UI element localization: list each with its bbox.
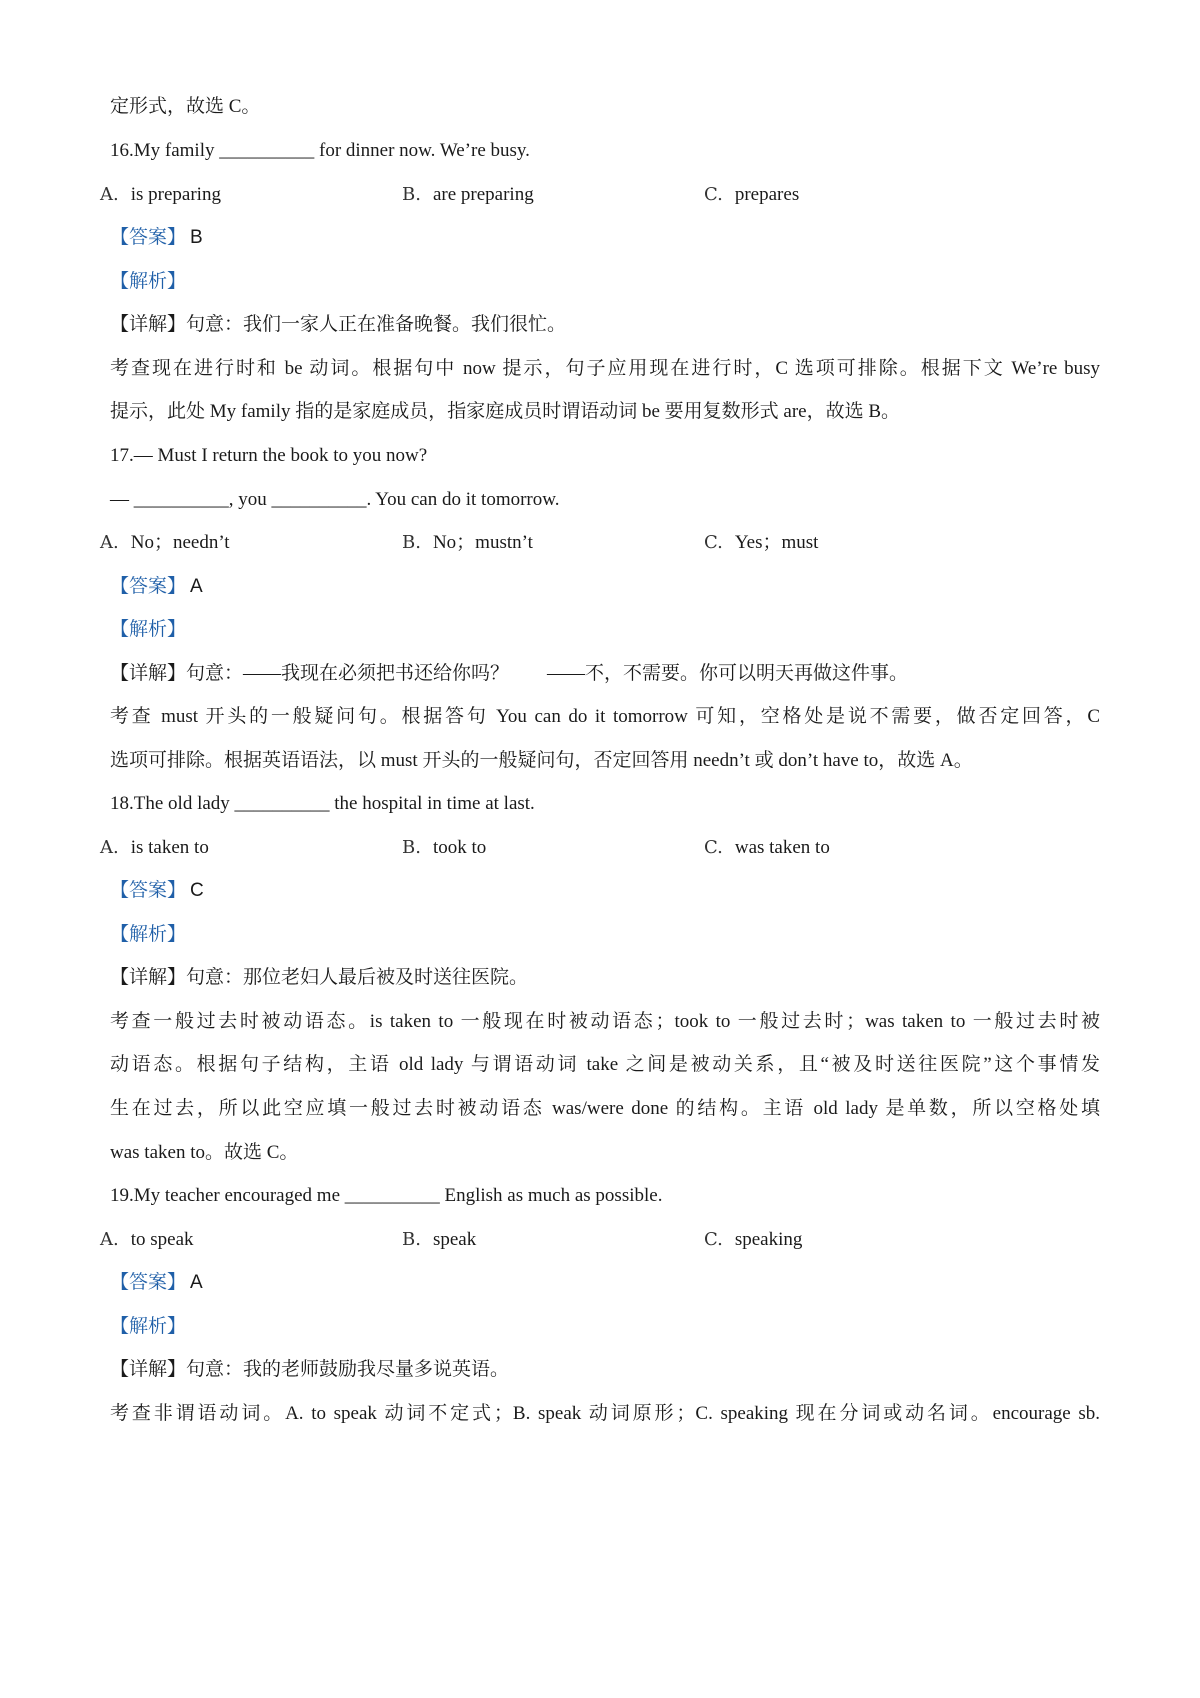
option-letter: C. — [704, 184, 723, 205]
q17-answer — [110, 573, 1100, 601]
q19-option-b — [402, 1226, 476, 1254]
option-text: Yes；must — [734, 532, 819, 553]
answer-label: 【答案】 — [110, 227, 187, 248]
question-17-stem: 17.— Must I return the book to you now? — [110, 445, 428, 466]
q18-explanation-line-3: 生在过去，所以此空应填一般过去时被动语态 was/were done 的结构。主语 old lady 是单数，所以空格处填 — [110, 1098, 1100, 1119]
question-18-stem: 18.The old lady __________ the hospital in time at last. — [110, 793, 535, 814]
paragraph-continuation: 定形式，故选 C。 — [110, 96, 261, 117]
question-17-reply: — __________, you __________. You can do it tomorrow. — [110, 489, 560, 510]
answer-value: C — [190, 880, 204, 901]
option-text: speaking — [734, 1229, 803, 1250]
option-letter: B. — [402, 532, 421, 553]
answer-value: B — [190, 227, 203, 248]
question-19-stem: 19.My teacher encouraged me __________ English as much as possible. — [110, 1185, 663, 1206]
q16-answer — [110, 224, 1100, 252]
q17-detail: 【详解】句意：——我现在必须把书还给你吗？ ——不，不需要。你可以明天再做这件事。 — [110, 663, 909, 684]
option-text: is preparing — [130, 184, 221, 205]
q18-explanation-line-1: 考查一般过去时被动语态。is taken to 一般现在时被动语态；took to 一般过去时；was taken to 一般过去时被 — [110, 1011, 1100, 1032]
q18-explanation-line-2: 动语态。根据句子结构，主语 old lady 与谓语动词 take 之间是被动关系，且“被及时送往医院”这个事情发 — [110, 1054, 1100, 1075]
answer-value: A — [190, 1272, 203, 1293]
answer-label: 【答案】 — [110, 880, 187, 901]
option-letter: A. — [100, 184, 119, 205]
q19-analysis-label: 【解析】 — [110, 1316, 187, 1337]
q16-option-c — [704, 181, 799, 209]
option-letter: C. — [704, 837, 723, 858]
answer-value: A — [190, 576, 203, 597]
option-text: was taken to — [734, 837, 830, 858]
q17-option-c — [704, 529, 818, 557]
q19-answer — [110, 1269, 1100, 1297]
q18-option-a — [100, 834, 209, 862]
q18-explanation-line-4: was taken to。故选 C。 — [110, 1142, 299, 1163]
option-text: is taken to — [130, 837, 209, 858]
q18-analysis-label: 【解析】 — [110, 924, 187, 945]
option-text: No；mustn’t — [432, 532, 533, 553]
q18-option-c — [704, 834, 830, 862]
q18-option-b — [402, 834, 486, 862]
q16-explanation-line-1: 考查现在进行时和 be 动词。根据句中 now 提示，句子应用现在进行时，C 选项可排除。根据下文 We’re busy — [110, 358, 1100, 379]
option-letter: A. — [100, 1229, 119, 1250]
option-text: No；needn’t — [130, 532, 230, 553]
q16-analysis-label: 【解析】 — [110, 271, 187, 292]
option-letter: A. — [100, 532, 119, 553]
option-text: to speak — [130, 1229, 194, 1250]
answer-label: 【答案】 — [110, 576, 187, 597]
q19-option-c — [704, 1226, 802, 1254]
q17-option-b — [402, 529, 533, 557]
q16-explanation-line-2: 提示，此处 My family 指的是家庭成员，指家庭成员时谓语动词 be 要用复数形式 are，故选 B。 — [110, 401, 901, 422]
answer-label: 【答案】 — [110, 1272, 187, 1293]
q16-option-a — [100, 181, 221, 209]
q17-analysis-label: 【解析】 — [110, 619, 187, 640]
option-letter: A. — [100, 837, 119, 858]
q17-explanation-line-1: 考查 must 开头的一般疑问句。根据答句 You can do it tomorrow 可知，空格处是说不需要，做否定回答，C — [110, 706, 1100, 727]
q18-answer — [110, 877, 1100, 905]
q17-explanation-line-2: 选项可排除。根据英语语法，以 must 开头的一般疑问句，否定回答用 needn’t 或 don’t have to，故选 A。 — [110, 750, 973, 771]
option-letter: C. — [704, 532, 723, 553]
q18-detail: 【详解】句意：那位老妇人最后被及时送往医院。 — [110, 967, 529, 988]
option-letter: C. — [704, 1229, 723, 1250]
q19-explanation-line-1: 考查非谓语动词。A. to speak 动词不定式；B. speak 动词原形；C. speaking 现在分词或动名词。encourage sb. — [110, 1403, 1100, 1424]
q17-option-a — [100, 529, 230, 557]
question-16-stem: 16.My family __________ for dinner now. We’re busy. — [110, 140, 530, 161]
q19-option-a — [100, 1226, 194, 1254]
q16-option-b — [402, 181, 534, 209]
option-text: speak — [432, 1229, 477, 1250]
option-text: prepares — [734, 184, 800, 205]
option-letter: B. — [402, 184, 421, 205]
option-text: are preparing — [432, 184, 534, 205]
option-letter: B. — [402, 837, 421, 858]
option-text: took to — [432, 837, 487, 858]
option-letter: B. — [402, 1229, 421, 1250]
q16-detail: 【详解】句意：我们一家人正在准备晚餐。我们很忙。 — [110, 314, 567, 335]
q19-detail: 【详解】句意：我的老师鼓励我尽量多说英语。 — [110, 1359, 510, 1380]
